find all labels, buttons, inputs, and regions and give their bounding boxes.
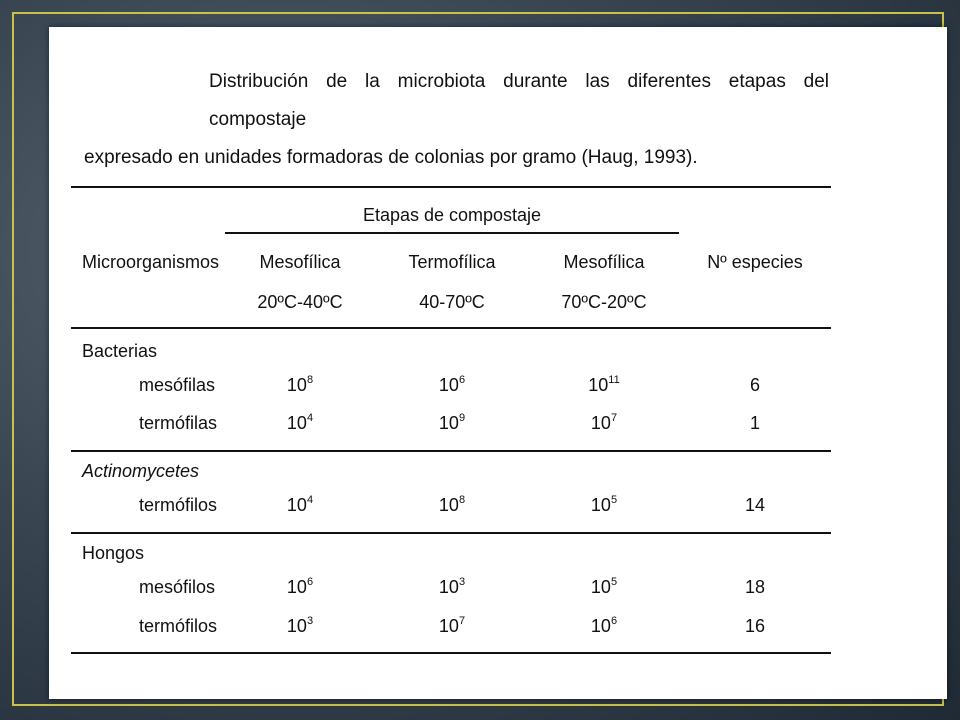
group-divider-rule (71, 532, 831, 534)
row-label: mesófilas (139, 375, 216, 395)
stage-2-name: Termofílica (408, 252, 496, 272)
species-count: 6 (749, 375, 761, 395)
value-cell: $10^7$ (590, 412, 618, 433)
value-cell: $10^{11}$ (588, 374, 620, 395)
value-cell: $10^8$ (286, 374, 314, 395)
stage-1-range: 20ºC-40ºC (257, 292, 343, 312)
table-top-rule (71, 186, 831, 188)
caption-line-1: Distribución de la microbiota durante las diferentes etapas del compostaje (209, 71, 829, 130)
stage-3-range: 70ºC-20ºC (561, 292, 647, 312)
species-count: 16 (744, 616, 766, 636)
group-label-actinomycetes: Actinomycetes (82, 461, 200, 481)
stages-header-rule (225, 232, 679, 234)
value-cell: $10^9$ (438, 412, 466, 433)
species-count: 14 (744, 495, 766, 515)
row-label: termófilas (139, 413, 218, 433)
table-bottom-rule (71, 652, 831, 654)
value-cell: $10^6$ (590, 615, 618, 636)
value-cell: $10^6$ (286, 576, 314, 597)
value-cell: $10^7$ (438, 615, 466, 636)
value-cell: $10^6$ (438, 374, 466, 395)
header-bottom-rule (71, 327, 831, 329)
stage-2-range: 40-70ºC (419, 292, 485, 312)
row-label: mesófilos (139, 577, 216, 597)
column-header-species: Nº especies (707, 252, 803, 272)
stages-group-header: Etapas de compostaje (362, 205, 542, 225)
row-label: termófilos (139, 495, 218, 515)
group-divider-rule (71, 450, 831, 452)
table-caption (84, 63, 829, 177)
value-cell: $10^8$ (438, 494, 466, 515)
species-count: 1 (749, 413, 761, 433)
value-cell: $10^4$ (286, 494, 314, 515)
caption-line-2: expresado en unidades formadoras de colonias por gramo (Haug, 1993). (84, 147, 698, 168)
value-cell: $10^5$ (590, 494, 618, 515)
group-label-hongos: Hongos (82, 543, 145, 563)
group-label-bacterias: Bacterias (82, 341, 158, 361)
value-cell: $10^4$ (286, 412, 314, 433)
species-count: 18 (744, 577, 766, 597)
value-cell: $10^3$ (438, 576, 466, 597)
column-header-microorganisms: Microorganismos (82, 252, 220, 272)
row-label: termófilos (139, 616, 218, 636)
value-cell: $10^5$ (590, 576, 618, 597)
value-cell: $10^3$ (286, 615, 314, 636)
stage-3-name: Mesofílica (563, 252, 645, 272)
stage-1-name: Mesofílica (259, 252, 341, 272)
